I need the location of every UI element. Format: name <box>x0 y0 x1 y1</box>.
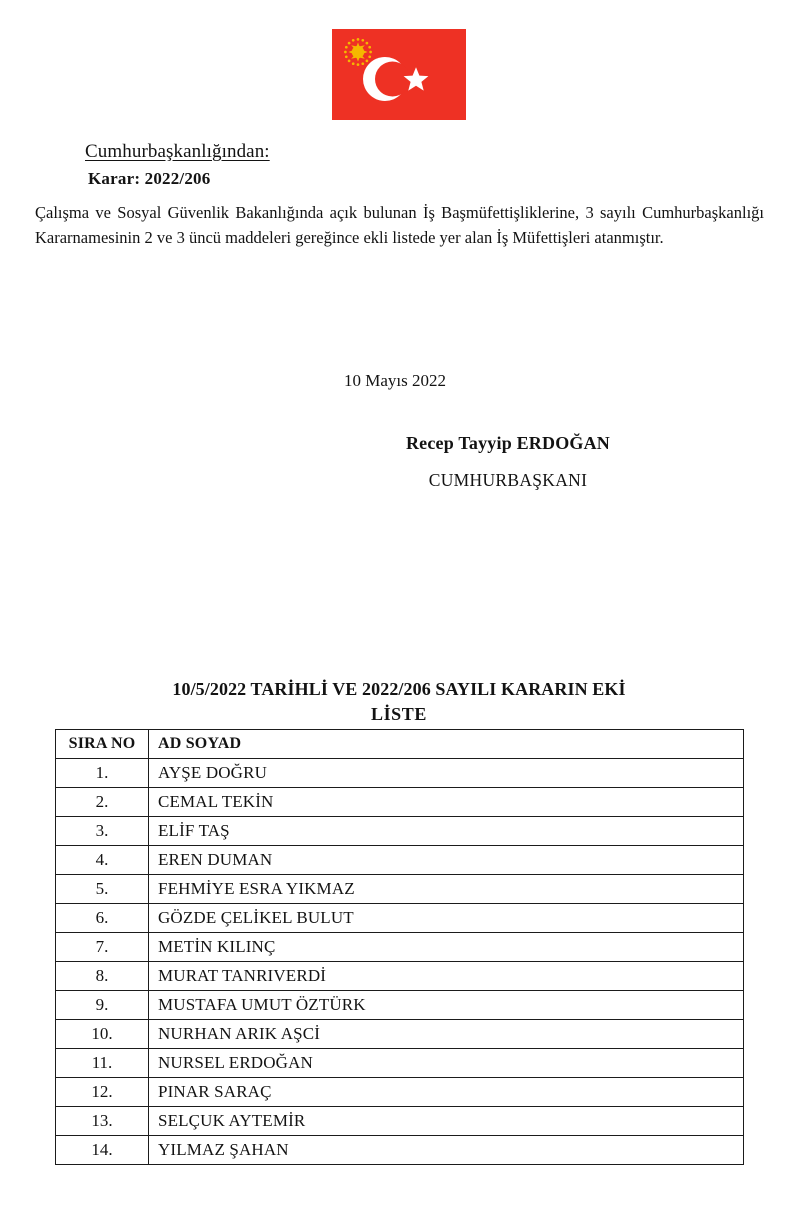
decision-body-text: Çalışma ve Sosyal Güvenlik Bakanlığında açık bulunan İş Başmüfettişliklerine, 3 sayılı Cumhurbaşkanlığı Kararnamesinin 2 ve 3 üncü maddeleri gereğince ekli listede yer alan İş Müfettişleri atanmıştır. <box>35 203 764 247</box>
appointee-list-table <box>55 729 744 1165</box>
cell-sira-no: 11. <box>56 1049 149 1078</box>
signatory-title: CUMHURBAŞKANI <box>428 470 588 490</box>
cell-ad-soyad: GÖZDE ÇELİKEL BULUT <box>149 904 744 933</box>
signatory-name: Recep Tayyip ERDOĞAN <box>405 433 611 453</box>
annex-title: 10/5/2022 TARİHLİ VE 2022/206 SAYILI KARARIN EKİ <box>172 679 626 699</box>
annex-subtitle: LİSTE <box>370 704 428 724</box>
table-row <box>56 991 744 1020</box>
cell-sira-no: 14. <box>56 1136 149 1165</box>
turkish-flag-emblem <box>332 29 466 120</box>
table-row <box>56 904 744 933</box>
table-header-row <box>56 730 744 759</box>
cell-ad-soyad: EREN DUMAN <box>149 846 744 875</box>
cell-sira-no: 13. <box>56 1107 149 1136</box>
cell-ad-soyad: NURSEL ERDOĞAN <box>149 1049 744 1078</box>
table-row <box>56 1107 744 1136</box>
cell-sira-no: 1. <box>56 759 149 788</box>
table-row <box>56 817 744 846</box>
cell-sira-no: 6. <box>56 904 149 933</box>
cell-sira-no: 12. <box>56 1078 149 1107</box>
cell-ad-soyad: MUSTAFA UMUT ÖZTÜRK <box>149 991 744 1020</box>
cell-sira-no: 5. <box>56 875 149 904</box>
column-header-ad-soyad: AD SOYAD <box>149 730 744 759</box>
table-row <box>56 962 744 991</box>
cell-ad-soyad: PINAR SARAÇ <box>149 1078 744 1107</box>
column-header-sira-no: SIRA NO <box>56 730 149 759</box>
table-row <box>56 1078 744 1107</box>
cell-ad-soyad: SELÇUK AYTEMİR <box>149 1107 744 1136</box>
cell-sira-no: 10. <box>56 1020 149 1049</box>
cell-ad-soyad: CEMAL TEKİN <box>149 788 744 817</box>
turkish-presidential-flag-icon <box>332 29 466 120</box>
cell-sira-no: 2. <box>56 788 149 817</box>
table-row <box>56 788 744 817</box>
table-row <box>56 846 744 875</box>
table-row <box>56 1049 744 1078</box>
decision-date: 10 Mayıs 2022 <box>344 371 446 390</box>
table-row <box>56 1020 744 1049</box>
table-row <box>56 875 744 904</box>
cell-sira-no: 3. <box>56 817 149 846</box>
table-row <box>56 933 744 962</box>
cell-ad-soyad: NURHAN ARIK AŞCİ <box>149 1020 744 1049</box>
table-row <box>56 759 744 788</box>
cell-ad-soyad: FEHMİYE ESRA YIKMAZ <box>149 875 744 904</box>
table-header <box>56 730 744 759</box>
cell-ad-soyad: YILMAZ ŞAHAN <box>149 1136 744 1165</box>
cell-ad-soyad: MURAT TANRIVERDİ <box>149 962 744 991</box>
cell-sira-no: 9. <box>56 991 149 1020</box>
cell-sira-no: 8. <box>56 962 149 991</box>
cell-ad-soyad: AYŞE DOĞRU <box>149 759 744 788</box>
decision-number: Karar: 2022/206 <box>88 169 211 188</box>
table-row <box>56 1136 744 1165</box>
cell-ad-soyad: METİN KILINÇ <box>149 933 744 962</box>
table-body <box>56 759 744 1165</box>
issuer-heading: Cumhurbaşkanlığından: <box>85 141 270 162</box>
cell-sira-no: 7. <box>56 933 149 962</box>
cell-ad-soyad: ELİF TAŞ <box>149 817 744 846</box>
cell-sira-no: 4. <box>56 846 149 875</box>
